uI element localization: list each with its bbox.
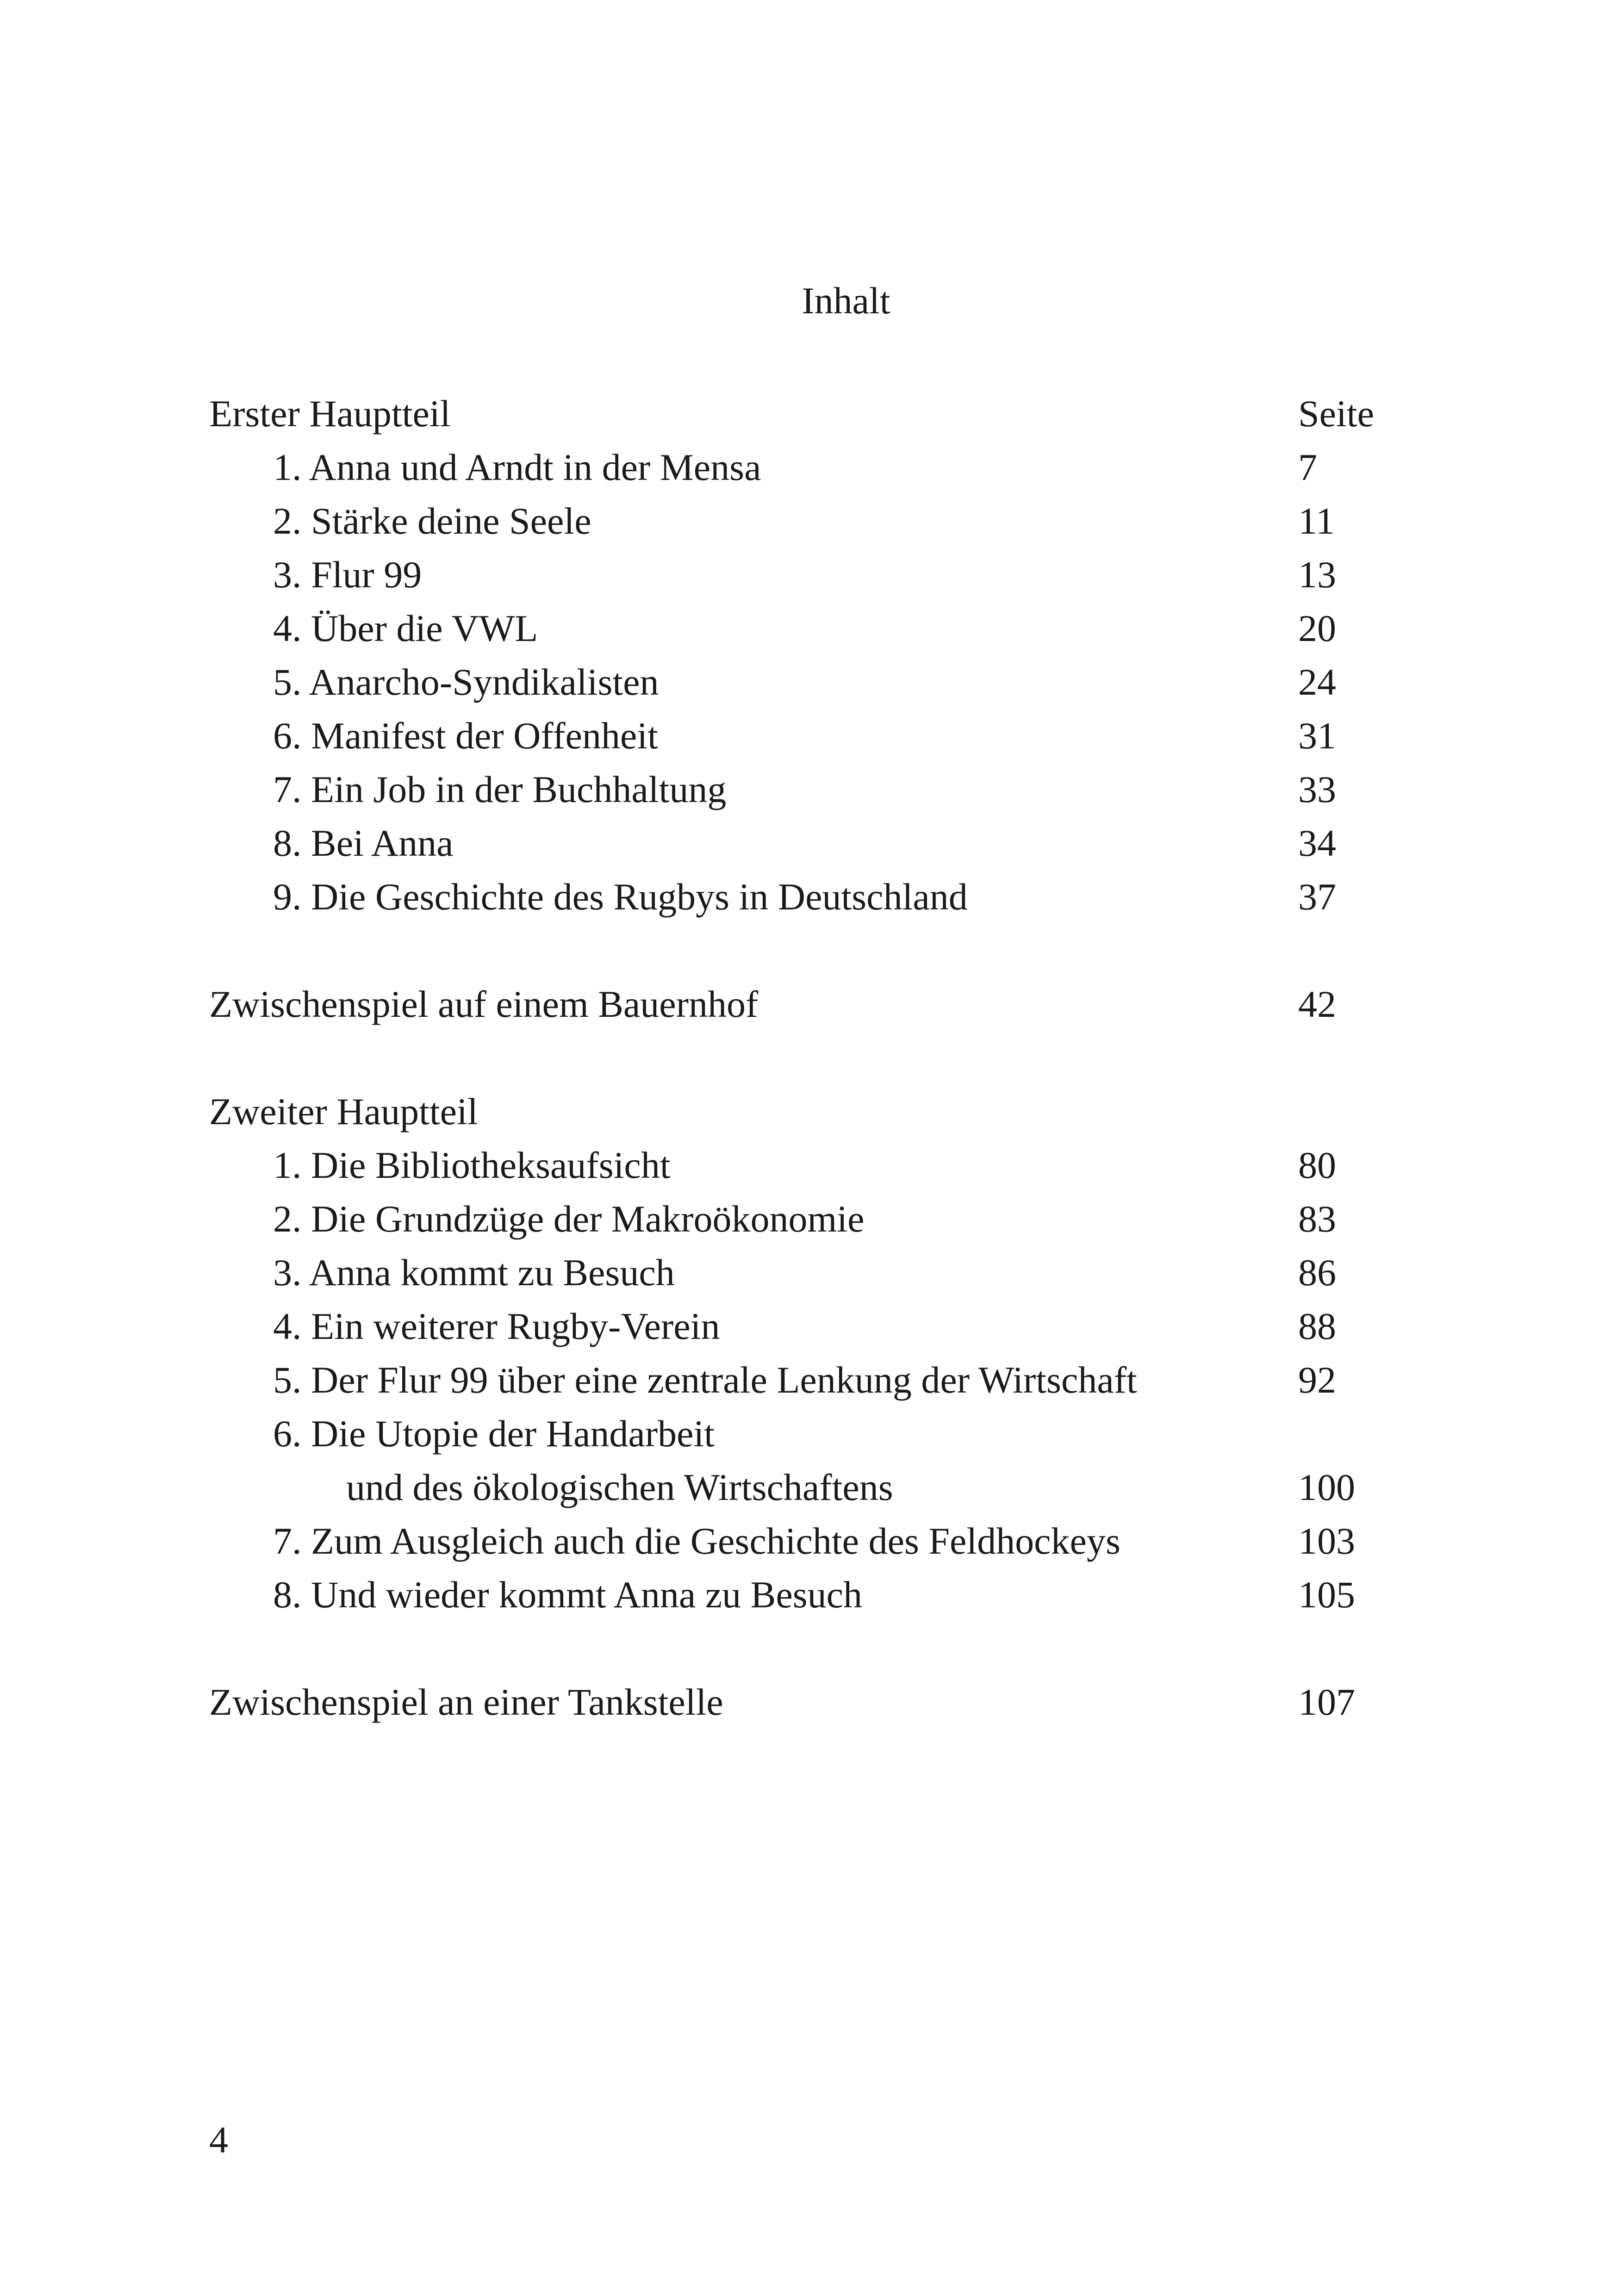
page-number: 4 bbox=[209, 2119, 228, 2161]
toc-entry bbox=[0, 441, 1618, 494]
toc-entry-label: Zweiter Hauptteil bbox=[209, 1090, 478, 1132]
toc-entry-page: 31 bbox=[1298, 715, 1336, 757]
toc-entry-page: 33 bbox=[1298, 768, 1336, 810]
toc-entry-label: 1. Die Bibliotheksaufsicht bbox=[273, 1144, 671, 1186]
toc-entry-label: 9. Die Geschichte des Rugbys in Deutschland bbox=[273, 876, 968, 918]
toc-entry-page: 37 bbox=[1298, 876, 1336, 918]
toc-entry-label: 8. Und wieder kommt Anna zu Besuch bbox=[273, 1574, 863, 1616]
toc-entry-label: 7. Zum Ausgleich auch die Geschichte des Feldhockeys bbox=[273, 1520, 1120, 1562]
toc-page-column-header: Seite bbox=[1298, 392, 1374, 435]
toc-entry-label: 5. Anarcho-Syndikalisten bbox=[273, 661, 659, 703]
toc-entry-label: Zwischenspiel auf einem Bauernhof bbox=[209, 983, 759, 1025]
toc-entry-label: 6. Die Utopie der Handarbeit bbox=[273, 1412, 715, 1455]
toc-entry-label: Erster Hauptteil bbox=[209, 392, 451, 435]
toc-entry bbox=[0, 1139, 1618, 1192]
toc-entry-label: 4. Über die VWL bbox=[273, 607, 538, 649]
toc-entry-page: 13 bbox=[1298, 554, 1336, 596]
toc-entry-label: 6. Manifest der Offenheit bbox=[273, 715, 658, 757]
toc-entry bbox=[0, 1300, 1618, 1353]
toc-entry-label: 5. Der Flur 99 über eine zentrale Lenkung der Wirtschaft bbox=[273, 1359, 1137, 1401]
toc-entry bbox=[0, 1514, 1618, 1568]
toc-entry bbox=[0, 1407, 1618, 1461]
toc-entry-label: 4. Ein weiterer Rugby-Verein bbox=[273, 1305, 720, 1347]
toc-section-heading bbox=[0, 387, 1618, 441]
toc-entry-page: 86 bbox=[1298, 1251, 1336, 1294]
toc-entry bbox=[0, 602, 1618, 655]
toc-entry-label: und des ökologischen Wirtschaftens bbox=[346, 1466, 893, 1508]
toc-entry-page: 20 bbox=[1298, 607, 1336, 649]
page-title: Inhalt bbox=[802, 280, 890, 322]
toc-entry-page: 11 bbox=[1298, 500, 1335, 542]
toc-interlude bbox=[0, 1675, 1618, 1729]
toc-entry-page: 24 bbox=[1298, 661, 1336, 703]
toc-entry-page: 34 bbox=[1298, 822, 1336, 864]
toc-entry bbox=[0, 494, 1618, 548]
toc-entry-page: 80 bbox=[1298, 1144, 1336, 1186]
toc-entry bbox=[0, 709, 1618, 763]
toc-section-heading bbox=[0, 1085, 1618, 1139]
toc-entry-page: 92 bbox=[1298, 1359, 1336, 1401]
toc-entry-label: 3. Flur 99 bbox=[273, 554, 422, 596]
toc-entry bbox=[0, 763, 1618, 816]
toc-entry-page: 83 bbox=[1298, 1198, 1336, 1240]
toc-entry bbox=[0, 870, 1618, 924]
toc-entry-continuation bbox=[0, 1461, 1618, 1514]
toc-entry-page: 103 bbox=[1298, 1520, 1355, 1562]
toc-entry-label: 8. Bei Anna bbox=[273, 822, 454, 864]
toc-entry bbox=[0, 816, 1618, 870]
toc-entry-label: 3. Anna kommt zu Besuch bbox=[273, 1251, 675, 1294]
toc-entry bbox=[0, 548, 1618, 602]
toc-entry-label: 2. Stärke deine Seele bbox=[273, 500, 591, 542]
toc-entry bbox=[0, 1192, 1618, 1246]
toc-interlude bbox=[0, 977, 1618, 1031]
toc-entry bbox=[0, 1246, 1618, 1300]
toc-entry-label: Zwischenspiel an einer Tankstelle bbox=[209, 1681, 723, 1723]
toc-entry bbox=[0, 1353, 1618, 1407]
toc-entry-label: 7. Ein Job in der Buchhaltung bbox=[273, 768, 727, 810]
toc-entry-label: 1. Anna und Arndt in der Mensa bbox=[273, 446, 761, 488]
toc-entry-page: 42 bbox=[1298, 983, 1336, 1025]
toc-entry-page: 105 bbox=[1298, 1574, 1355, 1616]
toc-entry-label: 2. Die Grundzüge der Makroökonomie bbox=[273, 1198, 865, 1240]
toc-entry bbox=[0, 655, 1618, 709]
toc-entry-page: 107 bbox=[1298, 1681, 1355, 1723]
toc-entry-page: 100 bbox=[1298, 1466, 1355, 1508]
toc-entry-page: 88 bbox=[1298, 1305, 1336, 1347]
toc-entry-page: 7 bbox=[1298, 446, 1317, 488]
toc-entry bbox=[0, 1568, 1618, 1622]
